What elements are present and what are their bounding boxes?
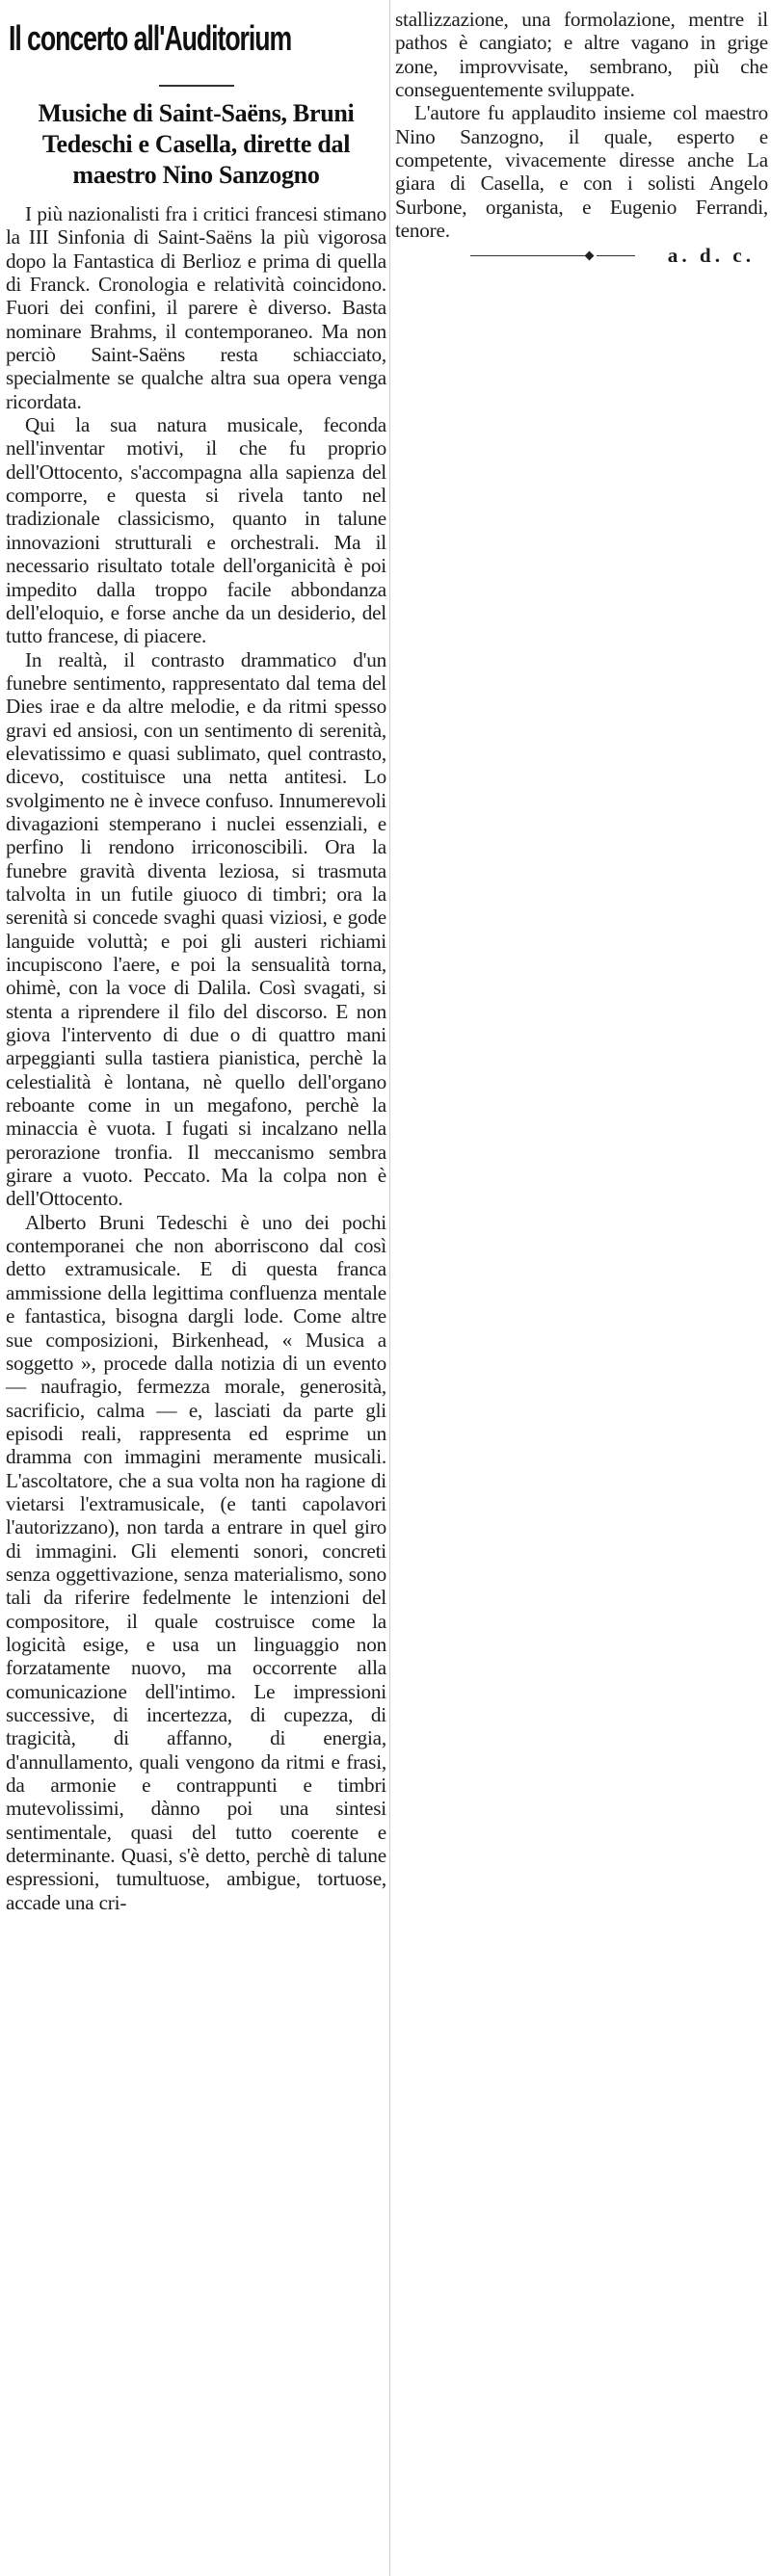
paragraph: In realtà, il contrasto drammatico d'un funebre sentimento, rappresentato dal tema del Dies irae e da altre melodie, e da ritmi spesso gravi ed ansiosi, con un sentimento di serenità, elevatissimo e quasi sublimato, quel contrasto, dicevo, costituisce una netta antitesi. Lo svolgimento ne è invece confuso. Innumerevoli divagazioni stemperano i nuclei essenziali, e perfino li rendono irriconoscibili. Ora la funebre gravità diventa leziosa, si trasmuta talvolta in un futile giuoco di timbri; ora la serenità si concede svaghi quasi viziosi, e gode languide voluttà; e poi gli austeri richiami incupiscono l'aere, e poi la sensualità torna, ohimè, con la voce di Dalila. Così svagati, si stenta a riprendere il filo del discorso. E non giova l'intervento di due o di quattro mani arpeggianti sulla tastiera pianistica, perchè la celestialità è lontana, nè quello dell'organo reboante come in un megafono, perchè la minaccia è vuota. I fugati si incalzano nella perorazione tronfia. Il meccanismo sembra girare a vuoto. Peccato. Ma la colpa non è dell'Ottocento. [6,647,386,1211]
headline-divider [159,85,234,87]
article-body-left [6,202,386,1914]
article-subheadline: Musiche di Saint-Saëns, Bruni Tedeschi e Casella, dirette dal maestro Nino Sanzogno [38,99,355,189]
column-separator [389,0,390,2576]
article-column-right [395,0,768,268]
article-headline: Il concerto all'Auditorium [8,18,292,58]
signoff-rule [597,255,635,256]
article-signoff [395,244,768,267]
diamond-ornament-icon [585,251,595,261]
paragraph: stallizzazione, una formolazione, mentre il pathos è cangiato; e altre vagano in grige zone, improvvisate, sembrano, più che conseguentemente sviluppate. [395,8,768,102]
paragraph: L'autore fu applaudito insieme col maestro Nino Sanzogno, il quale, esperto e competente, vivacemente diresse anche La giara di Casella, e con i solisti Angelo Surbone, organista, e Eugenio Ferrandi, tenore. [395,101,768,243]
paragraph: I più nazionalisti fra i critici francesi stimano la III Sinfonia di Saint-Saëns la più vigorosa dopo la Fantastica di Berlioz e prima di quella di Franck. Cronologia e relatività coincidono. Fuori dei confini, il parere è diverso. Basta nominare Brahms, il contemporaneo. Ma non perciò Saint-Saëns resta schiacciato, specialmente se qualche altra sua opera venga ricordata. [6,202,386,413]
article-body-right [395,8,768,242]
article-column-left [6,0,386,2576]
paragraph: Alberto Bruni Tedeschi è uno dei pochi contemporanei che non aborriscono dal così detto extramusicale. E di questa franca ammissione della legittima confluenza mentale e fantastica, bisogna dargli lode. Come altre sue composizioni, Birkenhead, « Musica a soggetto », procede dalla notizia di un evento — naufragio, fermezza morale, generosità, sacrificio, calma — e, lasciati da parte gli episodi reali, rappresenta ed esprime un dramma con immagini meramente musicali. L'ascoltatore, che a sua volta non ha ragione di vietarsi l'extramusicale, (e tanti capolavori l'autorizzano), non tarda a entrare in quel giro di immagini. Gli elementi sonori, concreti senza oggettivazione, senza materialismo, sono tali da riferire fedelmente le intenzioni del compositore, il quale costruisce come la logicità esige, e usa un linguaggio non forzatamente nuovo, ma occorrente alla comunicazione dell'intimo. Le impressioni successive, di incertezza, di cupezza, di tragicità, di affanno, di energia, d'annullamento, quali vengono da ritmi e frasi, da armonie e contrappunti e timbri mutevolissimi, dànno poi una sintesi sentimentale, quasi del tutto coerente e determinante. Quasi, s'è detto, perchè di talune espressioni, tumultuose, ambigue, tortuose, accade una cri- [6,1210,386,1914]
author-initials: a. d. c. [667,244,755,268]
paragraph: Qui la sua natura musicale, feconda nell'inventar motivi, il che fu proprio dell'Ottocento, s'accompagna alla sapienza del comporre, e questa si rivela tanto nel tradizionale classicismo, quanto in talune innovazioni strutturali e orchestrali. Ma il necessario risultato totale dell'organicità è poi impedito dalla troppo facile abbondanza dell'eloquio, e forse anche da un desiderio, del tutto francese, di piacere. [6,413,386,648]
signoff-rule [470,255,590,256]
